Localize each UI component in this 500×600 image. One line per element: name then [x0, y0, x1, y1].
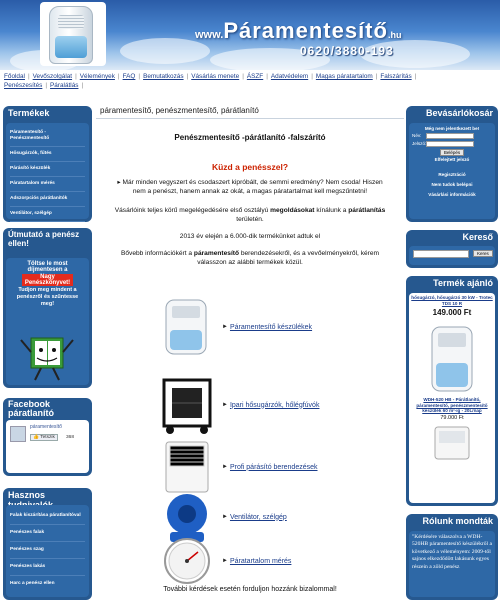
top-navigation: Főoldal | Vevőszolgálat | Vélemények | FAQ | Bemutatkozás | Vásárlás menete | ÁSZF | Adatvédelem | Magas páratartalom | Falszárítás | Penészesítés | Páralátlás | — [0, 70, 500, 92]
product-row-hygrometer[interactable] — [156, 530, 291, 592]
guide-title: Útmutató a penész ellen! — [8, 230, 80, 248]
product-link[interactable]: Páramentesítő készülékek — [229, 323, 313, 331]
contact-footer-text: További kérdések esetén forduljon hozzánk bizalommal! — [163, 586, 337, 593]
site-header — [0, 0, 500, 70]
thumbs-up-icon: 👍 — [33, 435, 39, 440]
useful-info-item[interactable]: Falak kiszárítása páratlanítóval — [10, 508, 85, 525]
product-offer-panel — [406, 276, 498, 506]
search-input[interactable] — [413, 250, 469, 258]
offer-2-image[interactable] — [422, 323, 482, 395]
product-category-item[interactable]: Páramentesítő - Penészmentesítő — [10, 126, 85, 147]
useful-info-item[interactable]: Penészes szag — [10, 542, 85, 559]
cart-panel — [406, 106, 498, 222]
offer-3-image[interactable] — [427, 425, 477, 461]
book-mascot-icon[interactable] — [17, 332, 77, 382]
product-category-item[interactable]: Ventilátor, szélgép — [10, 207, 85, 222]
password-label: Jelszó: — [412, 141, 427, 147]
nav-bemutatkozas[interactable]: Bemutatkozás — [143, 73, 184, 80]
offer-2-name[interactable]: WDH-520 HB - Párátlanító, páramentesítő, penészmentesítő készülék 60 m²-ig - 20L/nap — [416, 397, 488, 413]
facebook-like-button[interactable]: 👍 Tetszik — [30, 434, 58, 441]
nav-fooldal[interactable]: Főoldal — [4, 73, 25, 80]
nav-aszf[interactable]: ÁSZF — [246, 73, 264, 80]
product-link[interactable]: Ventilátor, szélgép — [229, 513, 287, 521]
nav-paralatlas[interactable]: Páralátlás — [50, 82, 79, 89]
purchase-info-link[interactable]: Vásárlási információk — [428, 192, 476, 197]
nav-faq[interactable]: FAQ — [122, 73, 136, 80]
search-button[interactable]: Keres — [473, 250, 493, 257]
facebook-panel — [3, 398, 92, 476]
login-button[interactable]: Belépés — [440, 149, 464, 156]
bullet-icon: ► — [222, 324, 228, 330]
nav-magas-paratartalom[interactable]: Magas páratartalom — [315, 73, 373, 80]
page-title: Penészmentesítő -párátlanító -falszárító — [174, 133, 326, 142]
offer-title: Termék ajánló — [433, 278, 493, 288]
sales-milestone: 2013 év elején a 6.000-dik termékünket adtuk el — [179, 233, 321, 240]
password-input[interactable] — [426, 141, 474, 147]
products-panel — [3, 106, 92, 222]
product-row-dehumidifier[interactable] — [156, 296, 312, 358]
cart-title: Bevásárlókosár — [425, 108, 493, 118]
guide-badge[interactable]: Nagy Penészkönyvet! — [22, 274, 73, 286]
username-input[interactable] — [426, 133, 474, 139]
product-row-heater[interactable] — [156, 374, 319, 436]
product-link[interactable]: Páratartalom mérés — [229, 557, 292, 565]
product-link[interactable]: Profi párásító berendezések — [229, 463, 318, 471]
bullet-icon: ► — [222, 464, 228, 470]
product-link[interactable]: Ipari hősugárzók, hőlégfúvók — [229, 401, 320, 409]
product-category-item[interactable]: Hősugárzók, fűtés — [10, 147, 85, 162]
bullet-icon: ► — [222, 558, 228, 564]
products-panel-title: Termékek — [8, 108, 50, 118]
nav-vasarlas-menete[interactable]: Vásárlás menete — [191, 73, 240, 80]
useful-info-item[interactable]: Penészes lakás — [10, 559, 85, 576]
review-text: "Kérdésére válaszolva a WDH-520HB páramentesítő készülékről a következő a véleményem: 2009-től sajnos elkezdődött lakásunk egyes részein a zöld penész — [412, 534, 492, 570]
offer-1-price: 149.000 Ft — [432, 308, 472, 317]
name-label: Név: — [412, 133, 422, 139]
search-title: Kereső — [462, 232, 493, 242]
guide-text-3: Tudjon meg mindent a penészről és szűntesse meg! — [16, 287, 79, 307]
useful-info-item[interactable]: Harc a penész ellen — [10, 581, 55, 586]
intro-paragraph: ▸ Már minden vegyszert és csodaszert kipróbált, de semmi eredmény? Nem csoda! Hiszen nem a penészt, hanem annak az okát, a magas páratartalmat kell megszűntetni! — [117, 179, 383, 195]
login-hint: Még nem jelentkezett be! — [424, 126, 480, 131]
guide-text-2: díjmentesen a — [27, 267, 68, 273]
useful-info-panel — [3, 488, 92, 600]
product-category-item[interactable]: Adszorpciós párátlanítók — [10, 192, 85, 207]
product-category-item[interactable]: Páratartalom mérés — [10, 177, 85, 192]
breadcrumb: páramentesítő, penészmentesítő, párátlanító — [96, 106, 404, 119]
facebook-avatar[interactable] — [10, 426, 26, 442]
page-subtitle: Küzd a penésszel? — [211, 162, 289, 172]
useful-info-title: Hasznos — [8, 490, 46, 500]
reviews-panel — [406, 514, 498, 600]
forgot-password-link[interactable]: Elfelejtett jelszó — [434, 157, 470, 162]
dehumidifier-logo-icon[interactable] — [49, 6, 93, 64]
info-paragraph: Bővebb információkért a páramentesítő berendezésekről, és a vevőelményekről, kérem válasszon az alábbi termékek közül. — [120, 250, 380, 266]
main-content — [96, 106, 404, 600]
facebook-page-name[interactable]: páramentesítő — [30, 424, 62, 430]
dehumidifier-image[interactable] — [156, 296, 218, 358]
search-panel — [406, 230, 498, 268]
phone-number: 0620/3880-193 — [300, 44, 394, 58]
heater-image[interactable] — [156, 374, 218, 436]
site-title[interactable]: www.Páramentesítő.hu — [195, 18, 402, 43]
offer-paragraph: Vásárlóink teljes körű megelégedésére első osztályú megoldásokat kínálunk a párátlanítás területén. — [114, 207, 386, 223]
register-link[interactable]: Regisztráció — [438, 172, 466, 177]
nav-falszaritas[interactable]: Falszárítás — [380, 73, 412, 80]
guide-text-1: Töltse le most — [27, 261, 68, 267]
product-category-item[interactable]: Párásító készülék — [10, 162, 85, 177]
nav-peneszesites[interactable]: Penészesítés — [4, 82, 43, 89]
facebook-like-count: 368 — [66, 435, 75, 440]
nav-adatvedelem[interactable]: Adatvédelem — [270, 73, 309, 80]
reviews-title: Rólunk mondták — [422, 516, 493, 526]
bullet-icon: ► — [222, 514, 228, 520]
hygrometer-image[interactable] — [156, 530, 218, 592]
nav-velemenyek[interactable]: Vélemények — [79, 73, 115, 80]
nav-vevoszolgalat[interactable]: Vevőszolgálat — [32, 73, 73, 80]
cannot-login-link[interactable]: Nem tudok belépni — [431, 182, 473, 187]
offer-2-price: 79.000 Ft — [440, 414, 464, 421]
bullet-icon: ► — [222, 402, 228, 408]
useful-info-item[interactable]: Penészes falak — [10, 525, 85, 542]
facebook-panel-title: Facebook páratlanító — [8, 399, 55, 418]
mold-guide-panel — [3, 228, 92, 388]
offer-1-name[interactable]: hősugárzó, hősugárzó 30 kW - Trotec TDS 10 R — [411, 295, 493, 306]
